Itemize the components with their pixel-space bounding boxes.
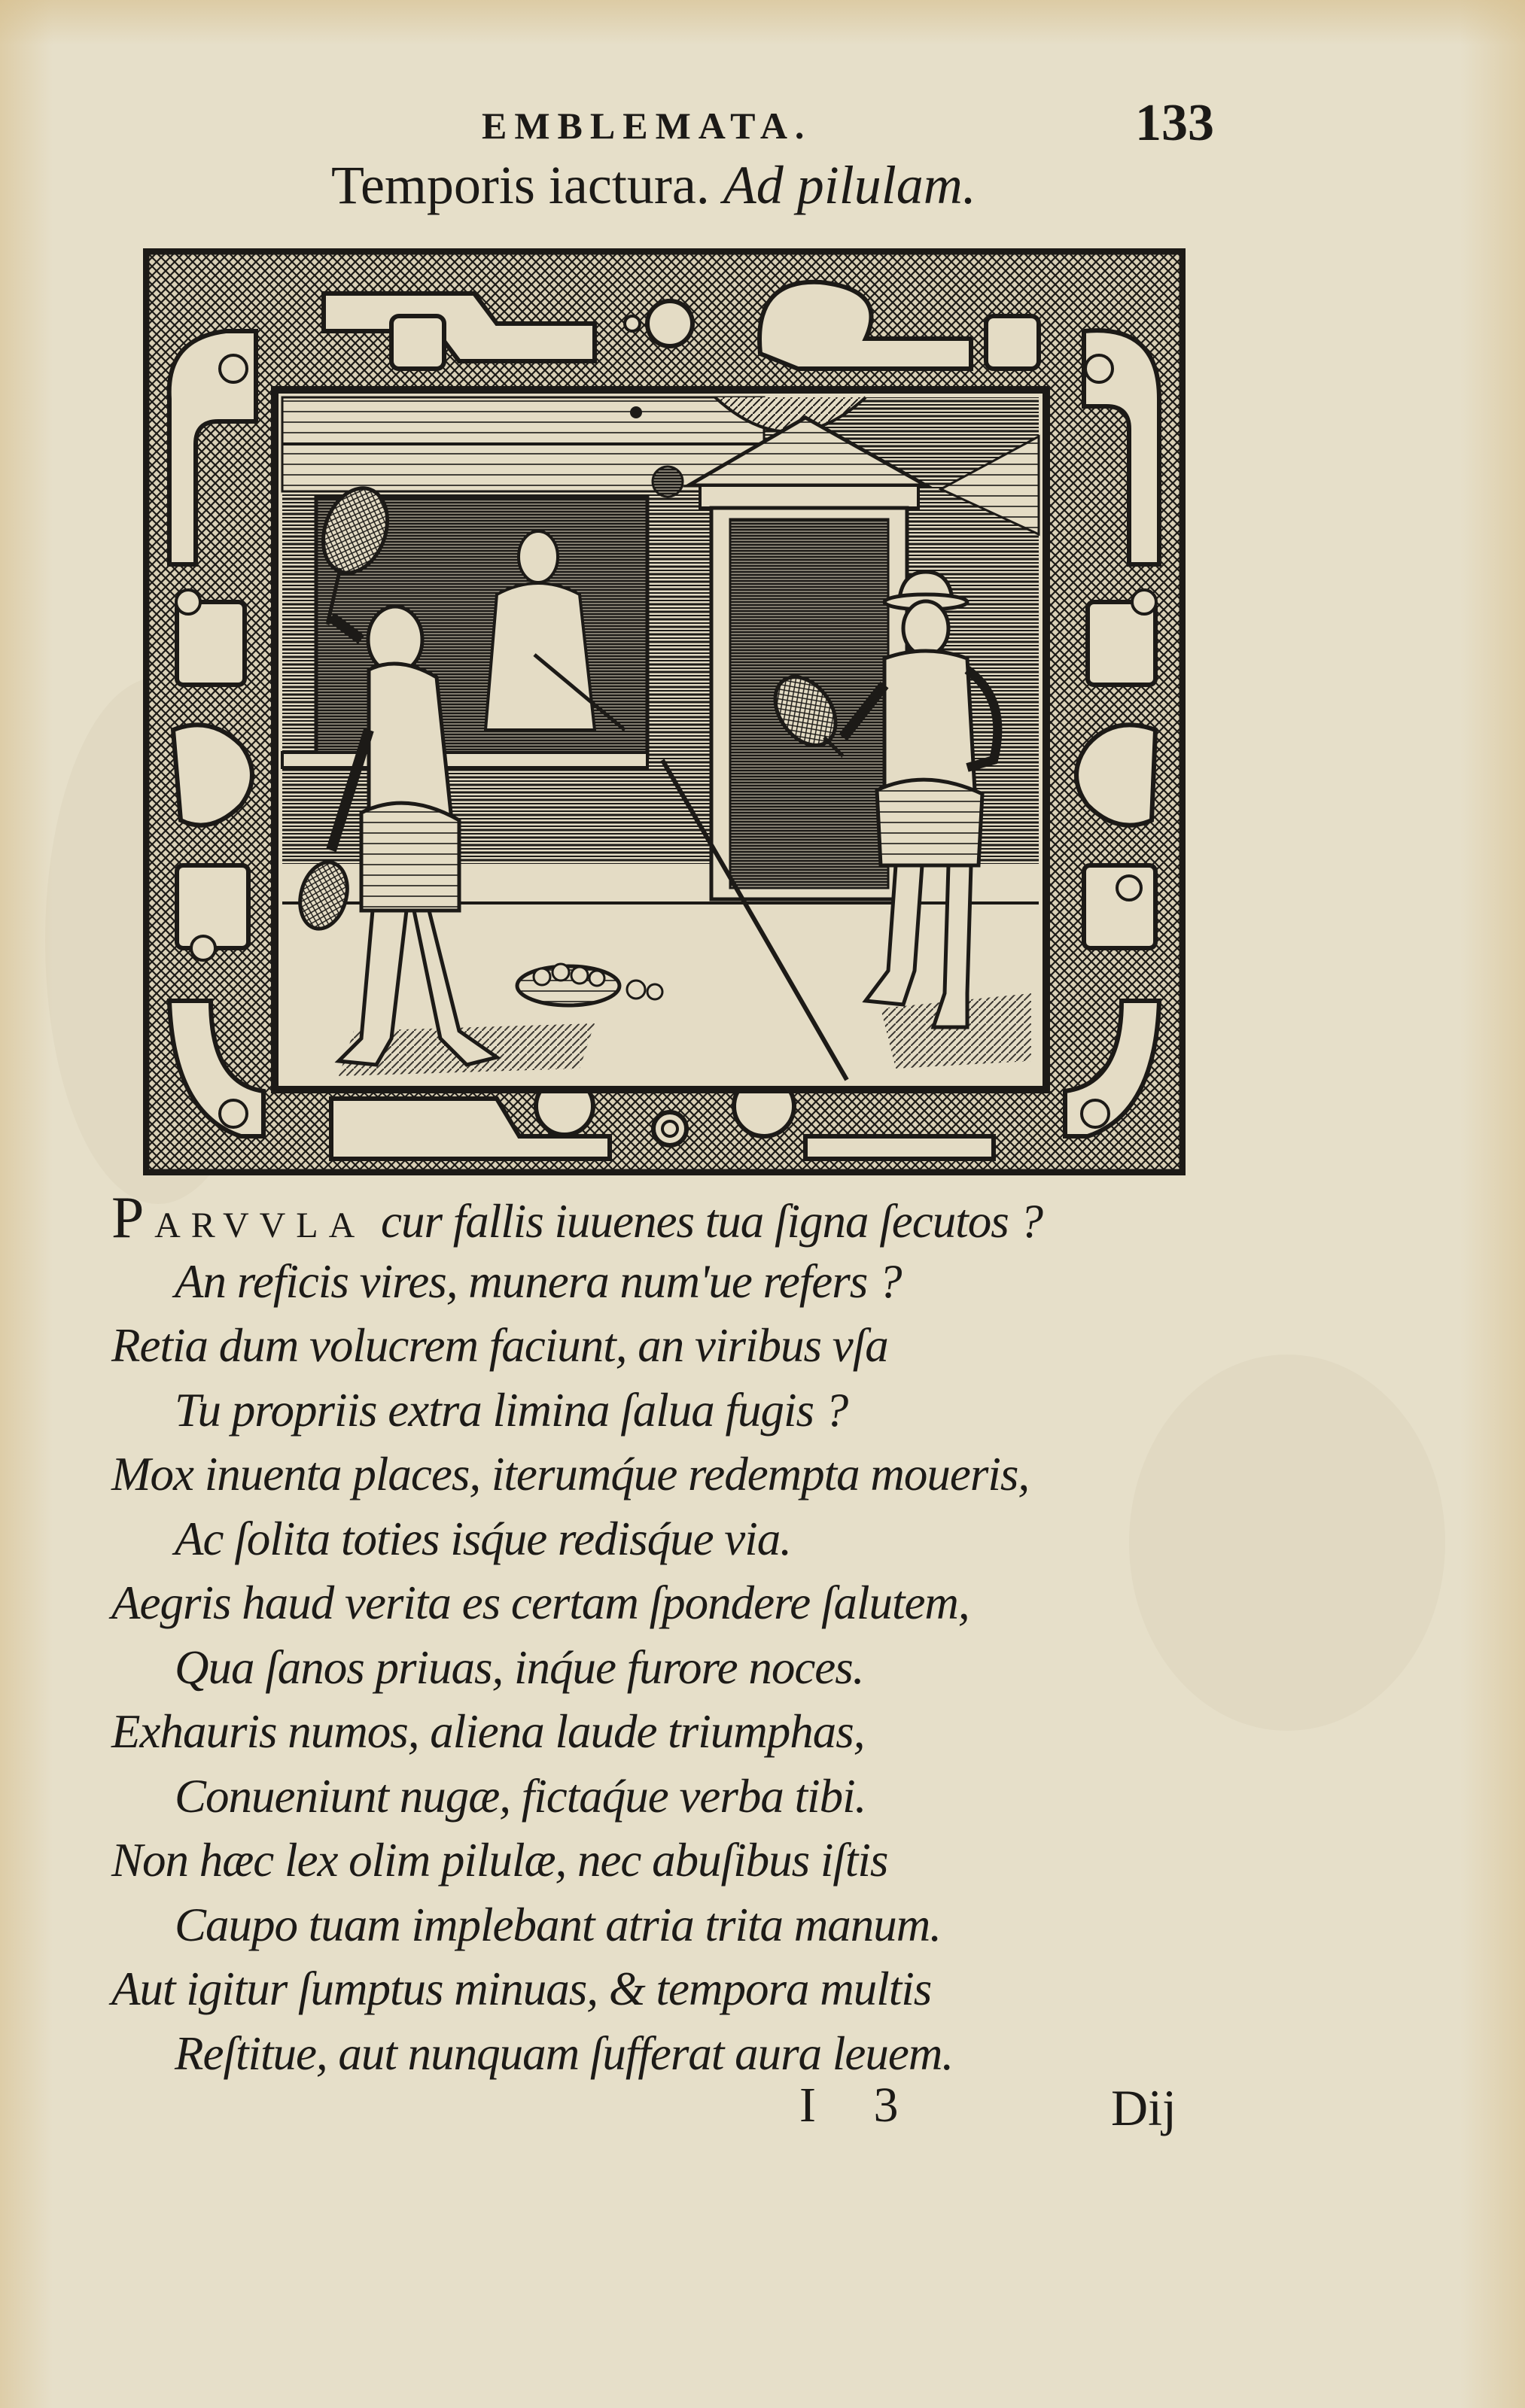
verse-line: Exhauris numos, aliena laude triumphas, xyxy=(111,1705,865,1758)
signature-mark: I 3 xyxy=(799,2078,921,2133)
verse-line: Mox inuenta places, iterumq́ue redempta moueris, xyxy=(111,1448,1030,1500)
verse-initial: P xyxy=(111,1184,144,1250)
verse-line: Qua ſanos priuas, inq́ue furore noces. xyxy=(175,1640,864,1694)
verse-line: Aegris haud verita es certam ſpondere ſalutem, xyxy=(111,1576,969,1629)
verse-smallcaps: ARVVLA xyxy=(154,1206,366,1245)
emblem-verse xyxy=(111,1185,1240,2086)
verse-line: Tu propriis extra limina ſalua fugis ? xyxy=(175,1383,848,1437)
verse-line: Ac ſolita toties isq́ue redisq́ue via. xyxy=(175,1512,792,1565)
verse-line: Reſtitue, aut nunquam ſufferat aura leuem. xyxy=(175,2026,954,2080)
emblem-title-italic: Ad pilulam. xyxy=(723,155,976,215)
verse-line: Retia dum volucrem faciunt, an viribus vſa xyxy=(111,1319,888,1372)
catchword: Dij xyxy=(1111,2079,1176,2136)
ball-in-flight xyxy=(653,467,683,497)
emblem-title xyxy=(331,154,976,217)
verse-line: An reficis vires, munera num'ue refers ? xyxy=(175,1254,902,1308)
verse-text: cur fallis iuuenes tua ſigna ſecutos ? xyxy=(381,1195,1043,1248)
page-number: 133 xyxy=(1135,94,1214,152)
woodcut-illustration xyxy=(143,248,1186,1175)
verse-line: Conueniunt nugæ, fictaq́ue verba tibi. xyxy=(175,1769,866,1823)
verse-line: Caupo tuam implebant atria trita manum. xyxy=(175,1898,942,1951)
verse-line: Non hæc lex olim pilulæ, nec abuſibus iſtis xyxy=(111,1834,888,1887)
running-head: EMBLEMATA. xyxy=(482,105,812,147)
emblem-title-roman: Temporis iactura. xyxy=(331,155,710,215)
verse-line xyxy=(111,1185,1240,1250)
verse-line: Aut igitur ſumptus minuas, & tempora multis xyxy=(111,1963,932,2015)
